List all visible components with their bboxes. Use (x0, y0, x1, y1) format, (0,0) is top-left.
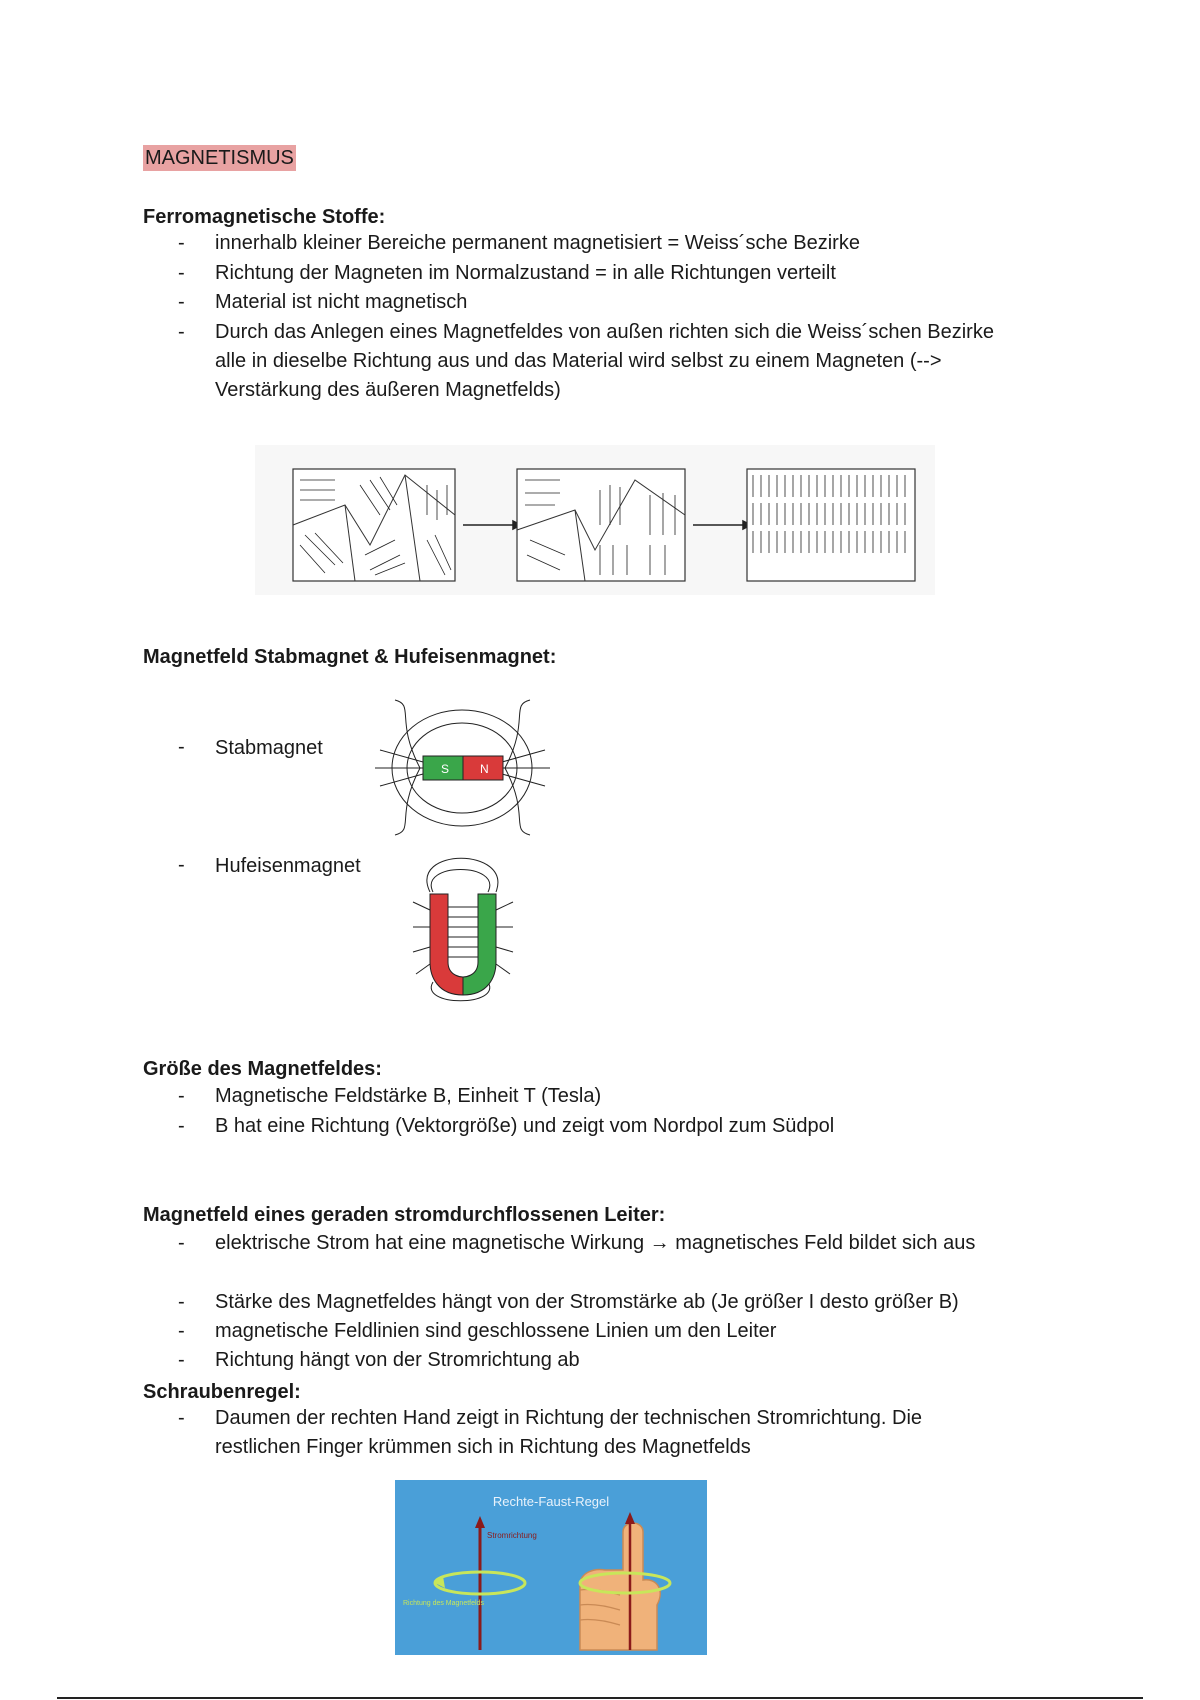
list-item: Richtung der Magneten im Normalzustand = in alle Richtungen verteilt (215, 262, 836, 284)
list-item: B hat eine Richtung (Vektorgröße) und zeigt vom Nordpol zum Südpol (215, 1115, 835, 1137)
bullet-dash: - (178, 262, 185, 284)
bullet-dash: - (178, 1232, 185, 1254)
bullet-dash: - (178, 232, 185, 254)
list-item: elektrische Strom hat eine magnetische Wirkung → magnetisches Feld bildet sich aus (215, 1232, 976, 1254)
list-item: Richtung hängt von der Stromrichtung ab (215, 1349, 580, 1371)
bullet-dash: - (178, 854, 185, 876)
bullet-dash: - (178, 1320, 185, 1342)
list-item: Daumen der rechten Hand zeigt in Richtung der technischen Stromrichtung. Die restlichen Finger krümmen sich in Richtung des Magnetfelds (215, 1407, 923, 1458)
bullet-dash: - (178, 291, 185, 313)
horseshoe-green-arm (463, 894, 496, 995)
list-item: Durch das Anlegen eines Magnetfeldes von außen richten sich die Weiss´schen Bezirke alle in dieselbe Richtung aus und das Material wird selbst zu einem Magneten (--> Verstärkung des äußeren Magnetfelds) (215, 321, 994, 401)
list-item: magnetische Feldlinien sind geschlossene Linien um den Leiter (215, 1320, 777, 1342)
bullet-dash: - (178, 1349, 185, 1371)
bullet-dash: - (178, 1085, 185, 1107)
right-fist-rule-figure (395, 1480, 707, 1655)
pole-s-label: S (441, 762, 450, 776)
list-item: Stärke des Magnetfeldes hängt von der Stromstärke ab (Je größer I desto größer B) (215, 1291, 959, 1313)
bullet-dash: - (178, 1407, 185, 1429)
domains-random-box (293, 469, 455, 581)
list-item: Magnetische Feldstärke B, Einheit T (Tesla) (215, 1085, 602, 1107)
bullet-dash: - (178, 736, 185, 758)
current-label: Stromrichtung (487, 1531, 537, 1540)
domains-partial-box (517, 469, 685, 581)
bullet-dash: - (178, 1291, 185, 1313)
heading-ferromagnetic: Ferromagnetische Stoffe: (143, 206, 386, 228)
list-item: Material ist nicht magnetisch (215, 291, 468, 313)
page-bottom-rule (57, 1697, 1143, 1699)
page-title: MAGNETISMUS (145, 147, 294, 169)
horseshoe-magnet-diagram (408, 852, 518, 1007)
label-stabmagnet: Stabmagnet (215, 737, 323, 759)
heading-field-size: Größe des Magnetfeldes: (143, 1058, 382, 1080)
bullet-dash: - (178, 1115, 185, 1137)
domains-aligned-box (747, 469, 915, 581)
heading-bar-horseshoe: Magnetfeld Stabmagnet & Hufeisenmagnet: (143, 646, 557, 668)
heading-straight-conductor: Magnetfeld eines geraden stromdurchflossenen Leiter: (143, 1204, 666, 1226)
bar-magnet-diagram (375, 700, 550, 835)
list-item: innerhalb kleiner Bereiche permanent magnetisiert = Weiss´sche Bezirke (215, 232, 860, 254)
horseshoe-red-arm (430, 894, 463, 995)
figure-title: Rechte-Faust-Regel (492, 1494, 610, 1509)
bullet-dash: - (178, 321, 185, 343)
pole-n-label: N (480, 762, 489, 776)
field-label: Richtung des Magnetfelds (403, 1600, 484, 1607)
weiss-domains-diagram (255, 445, 935, 595)
heading-screw-rule: Schraubenregel: (143, 1381, 301, 1403)
label-hufeisenmagnet: Hufeisenmagnet (215, 855, 361, 877)
